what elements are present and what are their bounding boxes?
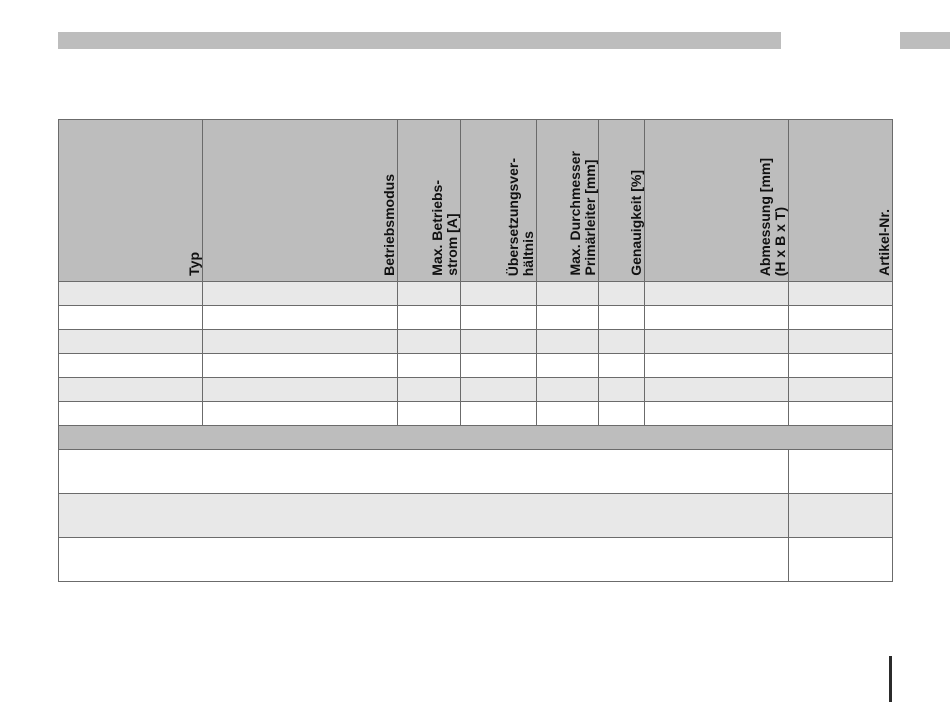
table-cell: [645, 402, 789, 426]
column-label: Typ: [186, 252, 202, 276]
table-cell: [645, 354, 789, 378]
table-row: [59, 402, 893, 426]
column-header-typ: [59, 120, 203, 282]
table-cell: [461, 378, 537, 402]
table-cell: [398, 306, 461, 330]
table-cell: [59, 402, 203, 426]
section-header-cell: [59, 426, 893, 450]
column-label: Betriebsmodus: [381, 174, 397, 276]
column-label: Genauigkeit [%]: [628, 170, 644, 276]
table-cell: [789, 354, 893, 378]
page-edge-marker: [889, 656, 892, 702]
table-row: [59, 354, 893, 378]
column-header-uebersetzung: [461, 120, 537, 282]
table-cell: [461, 282, 537, 306]
table-cell: [461, 306, 537, 330]
table-cell: [461, 330, 537, 354]
table-cell: [203, 402, 398, 426]
table-cell: [537, 330, 599, 354]
table-cell: [537, 378, 599, 402]
table-cell: [599, 306, 645, 330]
table-cell: [203, 354, 398, 378]
product-spec-table: [58, 119, 893, 582]
column-label: Abmessung [mm] (H x B x T): [757, 157, 788, 276]
table-cell: [789, 306, 893, 330]
column-header-max-strom: [398, 120, 461, 282]
table-cell: [599, 402, 645, 426]
table-cell: [203, 282, 398, 306]
description-cell: [59, 494, 789, 538]
table-cell: [645, 306, 789, 330]
table-cell: [599, 282, 645, 306]
column-label: Max. Betriebs- strom [A]: [429, 180, 460, 276]
article-number-cell: [789, 494, 893, 538]
table-cell: [537, 354, 599, 378]
description-cell: [59, 538, 789, 582]
table-row: [59, 378, 893, 402]
article-number-cell: [789, 450, 893, 494]
table-cell: [398, 282, 461, 306]
table-cell: [537, 306, 599, 330]
table-cell: [59, 378, 203, 402]
table-cell: [789, 330, 893, 354]
table-row: [59, 330, 893, 354]
description-cell: [59, 450, 789, 494]
table-cell: [599, 354, 645, 378]
table-cell: [645, 282, 789, 306]
table-cell: [599, 378, 645, 402]
table-cell: [398, 330, 461, 354]
table-cell: [203, 306, 398, 330]
table-cell: [537, 282, 599, 306]
table-cell: [461, 402, 537, 426]
table-row: [59, 306, 893, 330]
header-band: [58, 32, 781, 49]
table-header-row: [59, 120, 893, 282]
article-number-cell: [789, 538, 893, 582]
table-cell: [461, 354, 537, 378]
table-cell: [645, 378, 789, 402]
table-cell: [789, 378, 893, 402]
column-header-abmessung: [645, 120, 789, 282]
column-header-betriebsmodus: [203, 120, 398, 282]
table-cell: [59, 306, 203, 330]
column-label: Max. Durchmesser Primärleiter [mm]: [567, 151, 598, 276]
table-cell: [59, 354, 203, 378]
table-cell: [398, 378, 461, 402]
page-tab-band: [900, 32, 950, 49]
column-label: Übersetzungsver- hältnis: [505, 157, 536, 276]
table-row: [59, 538, 893, 582]
column-header-durchmesser: [537, 120, 599, 282]
table-cell: [789, 402, 893, 426]
table-cell: [398, 402, 461, 426]
table-cell: [789, 282, 893, 306]
column-header-genauigkeit: [599, 120, 645, 282]
table-cell: [59, 282, 203, 306]
table-row: [59, 282, 893, 306]
table-cell: [599, 330, 645, 354]
table-row: [59, 494, 893, 538]
table-cell: [398, 354, 461, 378]
table-cell: [645, 330, 789, 354]
table-cell: [537, 402, 599, 426]
column-header-artikel: [789, 120, 893, 282]
accessories-section-row: [59, 426, 893, 450]
table-row: [59, 450, 893, 494]
table-cell: [203, 378, 398, 402]
column-label: Artikel-Nr.: [876, 209, 892, 276]
table-cell: [203, 330, 398, 354]
table-cell: [59, 330, 203, 354]
